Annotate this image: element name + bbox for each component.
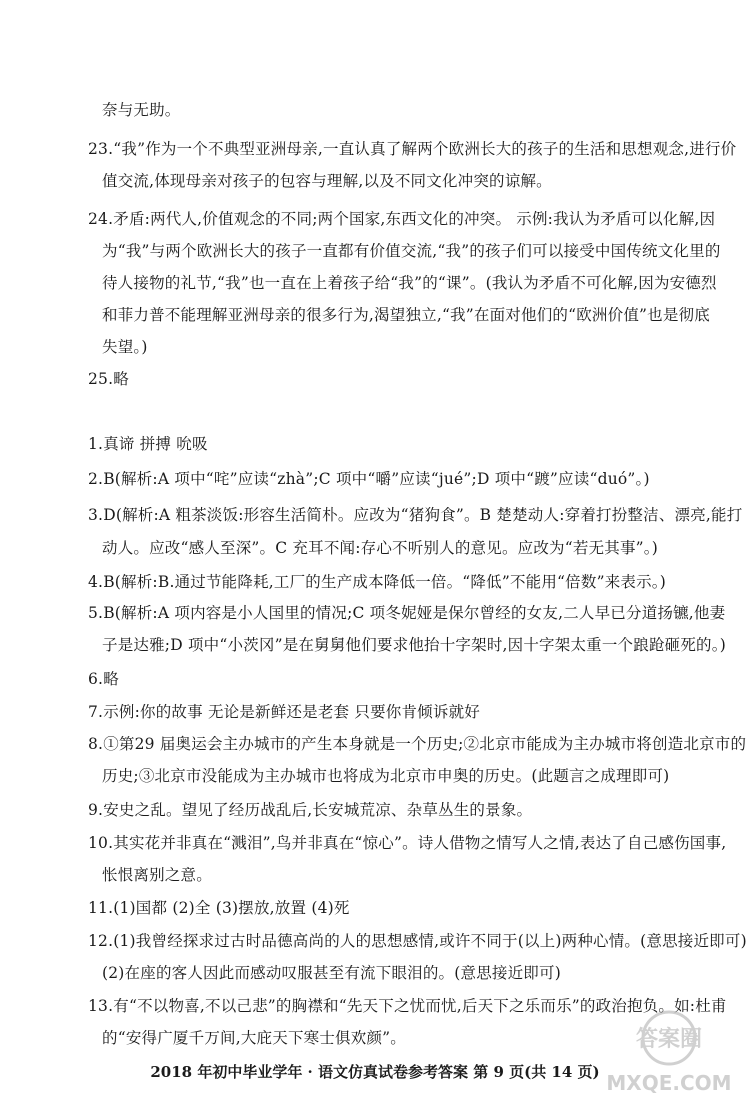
watermark-logo — [594, 1002, 744, 1098]
answer-12-line-1: 12.(1)我曾经探求过古时品德高尚的人的思想感情,或许不同于(以上)两种心情。(意思接近即可) — [88, 932, 747, 950]
answer-23-line-1: 23.“我”作为一个不典型亚洲母亲,一直认真了解两个欧洲长大的孩子的生活和思想观念,进行价 — [88, 140, 737, 158]
answer-13-line-1: 13.有“不以物喜,不以己悲”的胸襟和“先天下之忧而忧,后天下之乐而乐”的政治抱负。如:杜甫 — [88, 997, 727, 1015]
answer-2: 2.B(解析:A 项中“咤”应读“zhà”;C 项中“嚼”应读“jué”;D 项中“踱”应读“duó”。) — [88, 470, 650, 488]
answer-10-line-2: 怅恨离别之意。 — [102, 866, 212, 884]
answer-7: 7.示例:你的故事 无论是新鲜还是老套 只要你肯倾诉就好 — [88, 703, 480, 721]
answer-12-line-2: (2)在座的客人因此而感动叹服甚至有流下眼泪的。(意思接近即可) — [102, 964, 561, 982]
watermark-bottom-text: MXQE.COM — [606, 1071, 732, 1095]
answer-4: 4.B(解析:B.通过节能降耗,工厂的生产成本降低一倍。“降低”不能用“倍数”来表示。) — [88, 573, 666, 591]
answer-23-line-2: 值交流,体现母亲对孩子的包容与理解,以及不同文化冲突的谅解。 — [102, 172, 552, 190]
answer-24-line-5: 失望。) — [102, 338, 148, 356]
answer-24-line-4: 和菲力普不能理解亚洲母亲的很多行为,渴望独立,“我”在面对他们的“欧洲价值”也是彻底 — [102, 306, 710, 324]
answer-6: 6.略 — [88, 670, 119, 688]
answer-25: 25.略 — [88, 370, 129, 388]
answer-8-line-1: 8.①第29 届奥运会主办城市的产生本身就是一个历史;②北京市能成为主办城市将创造北京市的 — [88, 735, 747, 753]
answer-11: 11.(1)国都 (2)全 (3)摆放,放置 (4)死 — [88, 899, 350, 917]
answer-10-line-1: 10.其实花并非真在“溅泪”,鸟并非真在“惊心”。诗人借物之情写人之情,表达了自己感伤国事, — [88, 834, 727, 852]
answer-8-line-2: 历史;③北京市没能成为主办城市也将成为北京市申奥的历史。(此题言之成理即可) — [102, 767, 670, 785]
watermark-top-text: 答案圈 — [635, 1027, 703, 1052]
page-footer: 2018 年初中毕业学年 · 语文仿真试卷参考答案 第 9 页(共 14 页) — [150, 1063, 600, 1081]
answer-1: 1.真谛 拼搏 吮吸 — [88, 435, 208, 453]
answer-5-line-1: 5.B(解析:A 项内容是小人国里的情况;C 项冬妮娅是保尔曾经的女友,二人早已分道扬镳,他妻 — [88, 604, 726, 622]
answer-3-line-2: 动人。应改“感人至深”。C 充耳不闻:存心不听别人的意见。应改为“若无其事”。) — [102, 539, 659, 557]
answer-24-line-2: 为“我”与两个欧洲长大的孩子一直都有价值交流,“我”的孩子们可以接受中国传统文化里的 — [102, 242, 721, 260]
text-line: 奈与无助。 — [102, 101, 181, 119]
answer-5-line-2: 子是达雅;D 项中“小茨冈”是在舅舅他们要求他抬十字架时,因十字架太重一个踉跄砸死的。) — [102, 636, 726, 654]
answer-9: 9.安史之乱。望见了经历战乱后,长安城荒凉、杂草丛生的景象。 — [88, 801, 533, 819]
answer-24-line-3: 待人接物的礼节,“我”也一直在上着孩子给“我”的“课”。(我认为矛盾不可化解,因为安德烈 — [102, 274, 717, 292]
answer-24-line-1: 24.矛盾:两代人,价值观念的不同;两个国家,东西文化的冲突。 示例:我认为矛盾可以化解,因 — [88, 210, 716, 228]
answer-13-line-2: 的“安得广厦千万间,大庇天下寒士俱欢颜”。 — [102, 1029, 406, 1047]
answer-3-line-1: 3.D(解析:A 粗茶淡饭:形容生活简朴。应改为“猪狗食”。B 楚楚动人:穿着打扮整洁、漂亮,能打 — [88, 506, 743, 524]
